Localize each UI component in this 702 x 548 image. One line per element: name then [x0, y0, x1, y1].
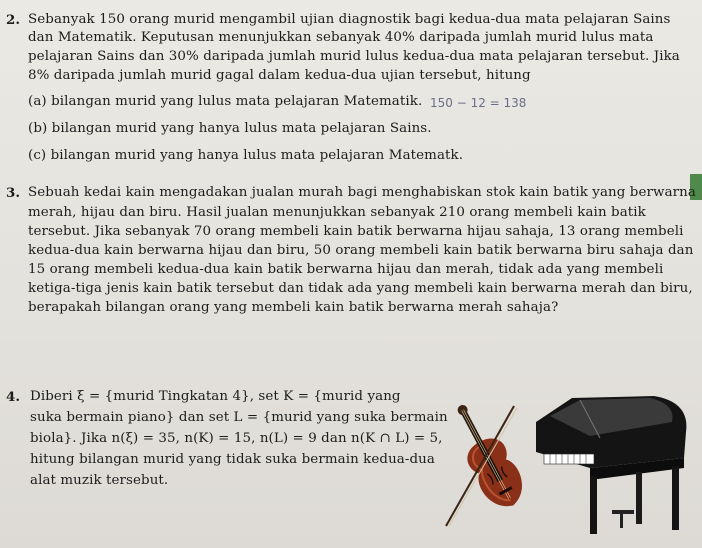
question-text-line: suka bermain piano} dan set L = {murid yang suka bermain	[30, 410, 448, 425]
question-number: 2.	[6, 12, 21, 28]
question-number: 3.	[6, 185, 21, 201]
question-text-line: biola}. Jika n(ξ) = 35, n(K) = 15, n(L) = 9 dan n(K ∩ L) = 5,	[30, 431, 443, 446]
question-text-line: Diberi ξ = {murid Tingkatan 4}, set K = {murid yang	[30, 389, 401, 404]
question-text-line: Sebanyak 150 orang murid mengambil ujian diagnostik bagi kedua-dua mata pelajaran Sains	[28, 12, 671, 27]
subquestion-a: (a) bilangan murid yang lulus mata pelajaran Matematik.	[28, 94, 423, 109]
question-text-line: tersebut. Jika sebanyak 70 orang membeli kain batik berwarna hijau sahaja, 13 orang membeli	[28, 224, 684, 239]
question-text-line: ketiga-tiga jenis kain batik tersebut dan tidak ada yang membeli kain berwarna merah dan biru,	[28, 281, 693, 296]
subquestion-b: (b) bilangan murid yang hanya lulus mata pelajaran Sains.	[28, 121, 432, 136]
subquestion-c: (c) bilangan murid yang hanya lulus mata pelajaran Matematk.	[28, 148, 464, 163]
question-text-line: dan Matematik. Keputusan menunjukkan sebanyak 40% daripada jumlah murid lulus mata	[28, 30, 654, 45]
pencil-note: 150 − 12 = 138	[430, 96, 527, 110]
grand-piano-icon	[536, 396, 686, 534]
question-text-line: 8% daripada jumlah murid gagal dalam kedua-dua ujian tersebut, hitung	[28, 68, 531, 83]
question-text-line: hitung bilangan murid yang tidak suka bermain kedua-dua	[30, 452, 435, 467]
music-illustration	[440, 392, 702, 548]
question-text-line: merah, hijau dan biru. Hasil jualan menunjukkan sebanyak 210 orang membeli kain batik	[28, 205, 646, 220]
question-text-line: alat muzik tersebut.	[30, 473, 169, 488]
question-text-line: Sebuah kedai kain mengadakan jualan murah bagi menghabiskan stok kain batik yang berwarna	[28, 185, 696, 200]
question-text-line: pelajaran Sains dan 30% daripada jumlah murid lulus kedua-dua mata pelajaran tersebut. Jika	[28, 49, 680, 64]
question-text-line: kedua-dua kain berwarna hijau dan biru, 50 orang membeli kain batik berwarna biru sahaja dan	[28, 243, 694, 258]
question-text-line: 15 orang membeli kedua-dua kain batik berwarna hijau dan merah, tidak ada yang membeli	[28, 262, 664, 277]
question-number: 4.	[6, 389, 21, 405]
question-text-line: berapakah bilangan orang yang membeli kain batik berwarna merah sahaja?	[28, 300, 559, 315]
